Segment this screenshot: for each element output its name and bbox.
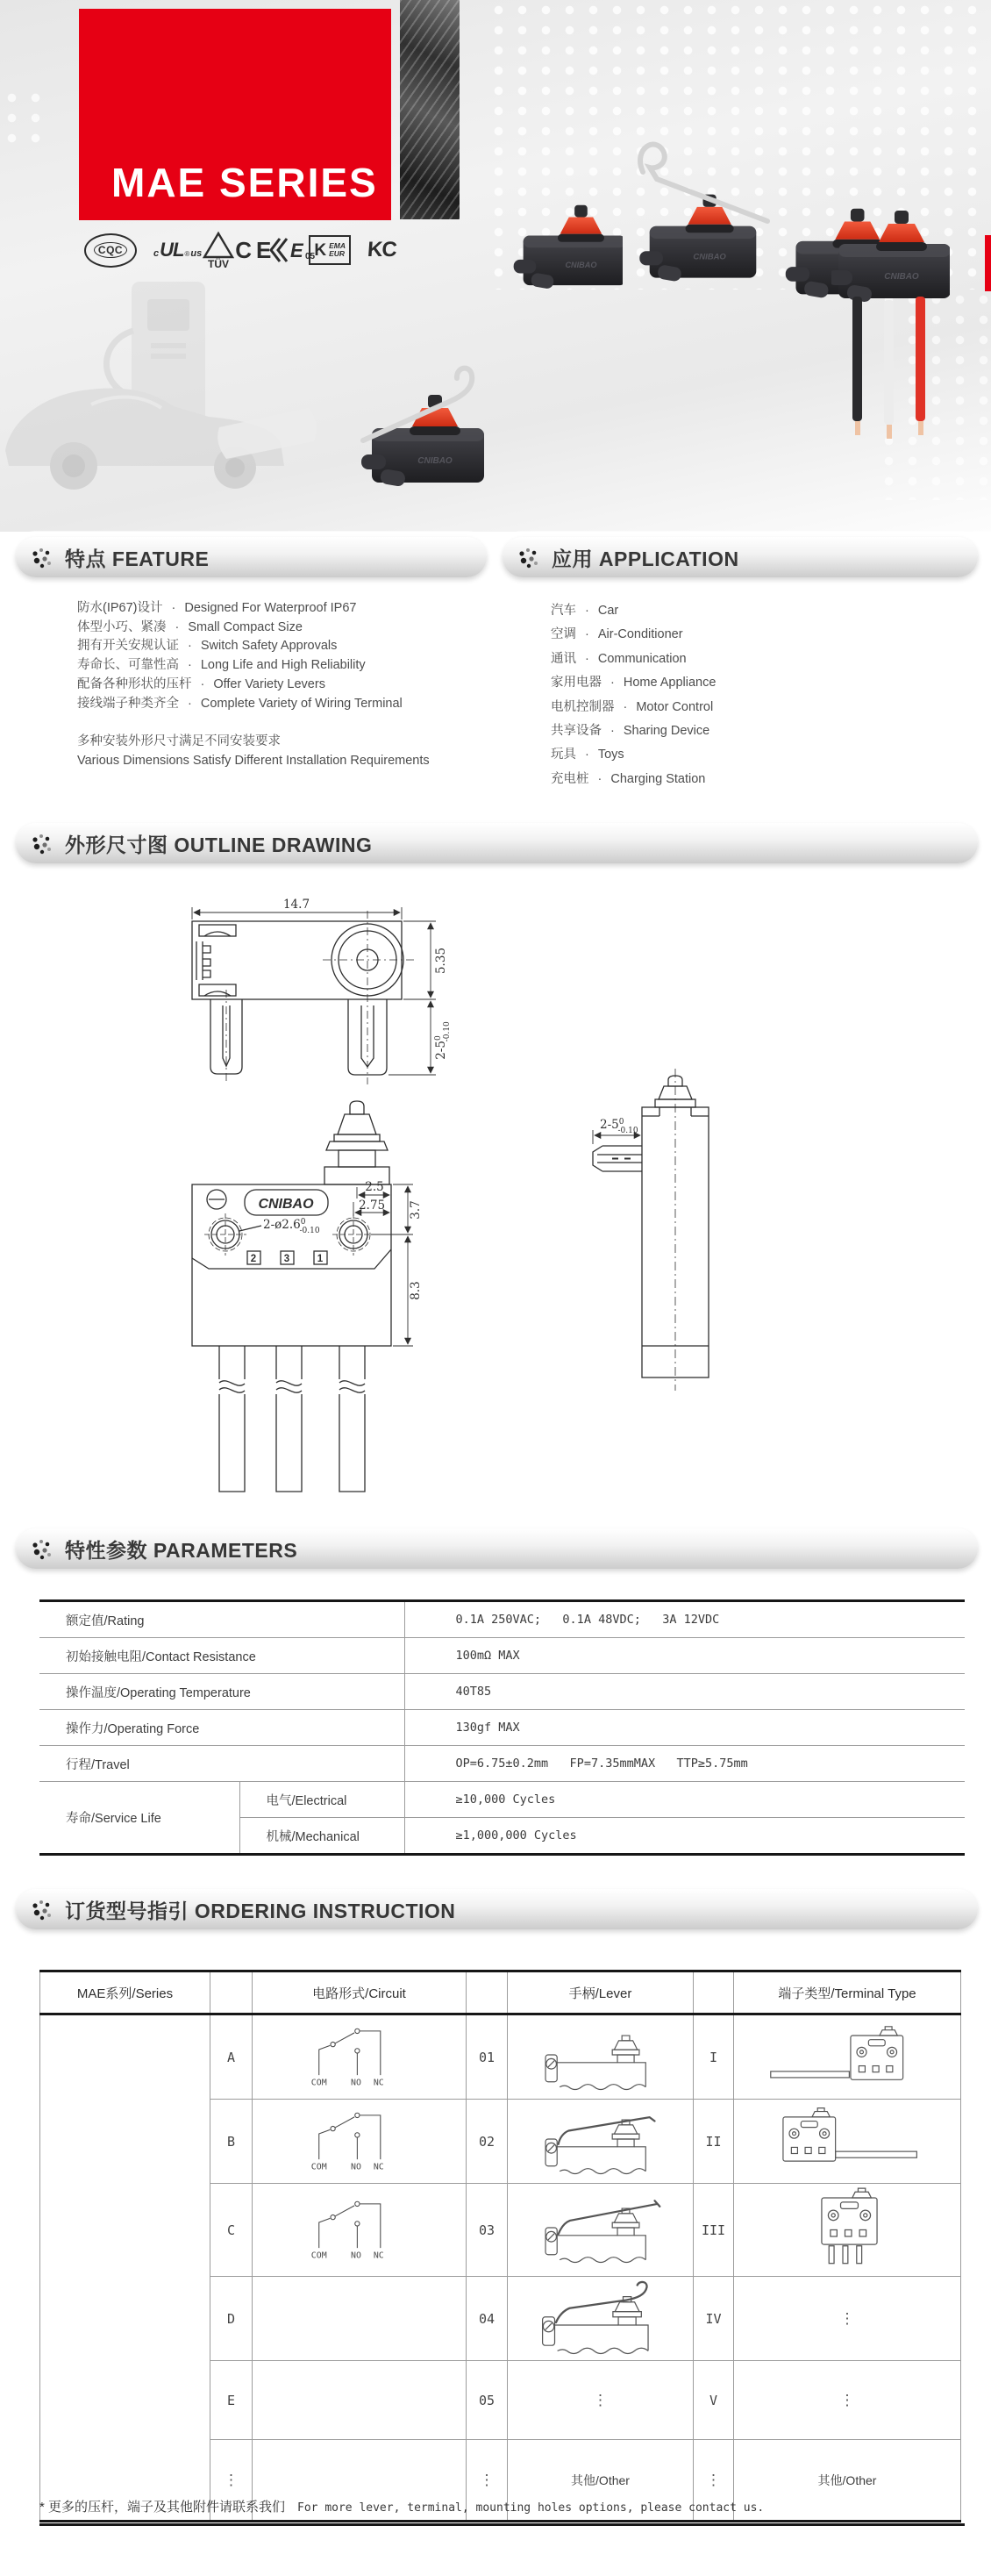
section-dots-icon: [30, 1536, 54, 1561]
cqc-logo: CQC: [84, 233, 137, 268]
svg-text:2: 2: [250, 1254, 257, 1264]
ce-logo: CE: [235, 236, 276, 263]
bottom-rule: [39, 2523, 965, 2526]
spdt-circuit-diagram: [267, 2021, 452, 2089]
feature-item: 体型小巧、紧凑 · Small Compact Size: [77, 619, 303, 634]
circuit-code: E: [210, 2361, 253, 2440]
param-row: 额定值/Rating 0.1A 250VAC; 0.1A 48VDC; 3A 12VDC: [39, 1601, 965, 1638]
param-row-service-electrical: 寿命/Service Life 电气/Electrical ≥10,000 Cycles: [39, 1782, 965, 1818]
kema-keur-logo: K EMA EUR: [309, 235, 351, 265]
red-edge-tab: [985, 235, 991, 291]
top-view: [192, 921, 403, 1075]
feature-note-en: Various Dimensions Satisfy Different Installation Requirements: [77, 753, 430, 768]
section-dots-icon: [30, 831, 54, 855]
other-lever-label: 其他/Other: [508, 2440, 694, 2522]
lever-code: 01: [467, 2014, 508, 2100]
svg-text:2.5: 2.5: [365, 1180, 384, 1194]
svg-text:2-50-0.10: $2-5^0-0.10$: [434, 1021, 452, 1060]
feature-item: 拥有开关安规认证 · Switch Safety Approvals: [77, 639, 338, 654]
more-options-dots: ⋮: [508, 2361, 694, 2440]
feature-item: 防水(IP67)设计 · Designed For Waterproof IP67: [77, 601, 357, 615]
page-title: MAE SERIES: [111, 160, 378, 205]
application-item: 汽车 · Car: [551, 604, 619, 618]
section-dots-icon: [30, 1897, 54, 1921]
parameters-heading: 特性参数 PARAMETERS: [65, 1538, 298, 1562]
application-item: 通讯 · Communication: [551, 651, 687, 666]
outline-heading: 外形尺寸图 OUTLINE DRAWING: [65, 833, 373, 856]
feature-list: [77, 599, 430, 771]
svg-text:05: 05: [305, 252, 316, 261]
top-view-dimensions: [192, 907, 436, 1075]
more-options-dots: ⋮: [694, 2440, 734, 2522]
feature-item: 寿命长、可靠性高 · Long Life and High Reliability: [77, 658, 366, 673]
service-life-label: 寿命/Service Life: [39, 1782, 239, 1855]
lever-03-image: [517, 2192, 684, 2264]
front-view: [192, 1101, 391, 1492]
circuit-cell-empty: [253, 2361, 467, 2440]
feature-heading: 特点 FEATURE: [65, 547, 210, 570]
footnote-en: For more lever, terminal, mounting holes options, please contact us.: [297, 2501, 765, 2515]
svg-text:TÜV: TÜV: [208, 258, 230, 269]
switch-product-wired: [831, 204, 950, 454]
param-row: 初始接触电阻/Contact Resistance 100mΩ MAX: [39, 1638, 965, 1674]
application-item: 共享设备 · Sharing Device: [551, 724, 710, 739]
spdt-circuit-diagram: [267, 2105, 452, 2173]
certification-logos: [84, 225, 396, 275]
switch-product-plunger: [510, 198, 623, 291]
application-heading: 应用 APPLICATION: [552, 547, 739, 570]
svg-text:5.35: 5.35: [434, 947, 448, 975]
param-row-service-mechanical: 机械/Mechanical ≥1,000,000 Cycles: [39, 1818, 965, 1855]
lever-04-hook-image: [517, 2278, 684, 2355]
svg-text:E: E: [290, 240, 304, 261]
kc-logo: KC: [367, 238, 397, 261]
terminal-code: III: [694, 2184, 734, 2277]
svg-text:8.3: 8.3: [409, 1281, 423, 1300]
circuit-code: D: [210, 2277, 253, 2361]
outline-drawing: [0, 886, 991, 1535]
col-series: MAE系列/Series: [40, 1971, 210, 2014]
section-header-feature: [16, 537, 487, 577]
other-terminal-label: 其他/Other: [734, 2440, 961, 2522]
col-code-number: [467, 1971, 508, 2014]
feature-note-zh: 多种安装外形尺寸满足不同安装要求: [77, 734, 281, 749]
section-header-application: [503, 537, 978, 577]
param-row: 操作温度/Operating Temperature 40T85: [39, 1674, 965, 1710]
svg-text:1: 1: [317, 1254, 324, 1264]
col-lever: 手柄/Lever: [508, 1971, 694, 2014]
lever-code: 04: [467, 2277, 508, 2361]
more-options-dots: ⋮: [734, 2361, 961, 2440]
series-title-box: [79, 9, 391, 220]
ordering-footnote: [39, 2497, 965, 2515]
application-item: 充电桩 · Charging Station: [551, 771, 706, 786]
col-code-letter: [210, 1971, 253, 2014]
application-item: 空调 · Air-Conditioner: [551, 627, 683, 642]
terminal-code: V: [694, 2361, 734, 2440]
svg-text:2-50-0.10: $2-5^0$ -0.10: [600, 1118, 638, 1135]
ordering-header-row: [40, 1971, 961, 2014]
more-options-dots: ⋮: [210, 2440, 253, 2522]
lever-code: 05: [467, 2361, 508, 2440]
param-row: 操作力/Operating Force 130gf MAX: [39, 1710, 965, 1746]
hero-banner: [0, 0, 991, 532]
circuit-cell-empty: [253, 2277, 467, 2361]
svg-text:3: 3: [283, 1254, 290, 1264]
lever-code: 03: [467, 2184, 508, 2277]
footnote-zh: * 更多的压杆，端子及其他附件请联系我们: [39, 2500, 286, 2515]
section-dots-icon: [517, 545, 541, 569]
parameters-table: [39, 1599, 965, 1856]
terminal-type-2-image: [743, 2100, 952, 2178]
svg-text:14.7: 14.7: [282, 898, 310, 912]
order-row-a: [40, 2014, 961, 2100]
cnibao-logo: CNIBAO: [258, 1197, 314, 1212]
section-header-ordering: [16, 1889, 978, 1929]
lever-01-image: [517, 2019, 684, 2091]
circuit-code: B: [210, 2100, 253, 2184]
ordering-table: [39, 1970, 961, 2522]
svg-text:3.7: 3.7: [409, 1200, 423, 1220]
switch-product-bent-lever: [617, 128, 790, 291]
dot-pattern: [0, 88, 53, 149]
circuit-code: A: [210, 2014, 253, 2100]
terminal-code: IV: [694, 2277, 734, 2361]
col-code-roman: [694, 1971, 734, 2014]
application-item: 电机控制器 · Motor Control: [551, 699, 714, 714]
more-options-dots: ⋮: [467, 2440, 508, 2522]
feature-item: 配备各种形状的压杆 · Offer Variety Levers: [77, 676, 325, 691]
more-options-dots: ⋮: [734, 2277, 961, 2361]
col-circuit: 电路形式/Circuit: [253, 1971, 467, 2014]
section-header-outline: [16, 823, 978, 863]
terminal-code: II: [694, 2100, 734, 2184]
terminal-type-3-image: [743, 2185, 952, 2271]
param-row: 行程/Travel OP=6.75±0.2mm FP=7.35mmMAX TTP≥5.75mm: [39, 1746, 965, 1782]
svg-text:2.75: 2.75: [358, 1199, 386, 1213]
ordering-heading: 订货型号指引 ORDERING INSTRUCTION: [65, 1899, 456, 1922]
switch-product-hook-lever: [351, 347, 498, 486]
application-list: [551, 599, 716, 791]
lever-code: 02: [467, 2100, 508, 2184]
circuit-code: C: [210, 2184, 253, 2277]
terminal-code: I: [694, 2014, 734, 2100]
col-terminal: 端子类型/Terminal Type: [734, 1971, 961, 2014]
ev-charging-car-image: [0, 276, 326, 506]
feature-item: 接线端子种类齐全 · Complete Variety of Wiring Terminal: [77, 696, 403, 711]
terminal-type-1-image: [743, 2016, 952, 2093]
ul-logo: c UL $_®$ us: [153, 239, 203, 261]
application-item: 玩具 · Toys: [551, 748, 624, 762]
svg-text:2-ø2.60-0.10: $2-ø2.6^0$ -0.10: [263, 1218, 320, 1235]
spdt-circuit-diagram: [267, 2193, 452, 2262]
pcb-photo: [400, 0, 460, 219]
lever-02-image: [517, 2103, 684, 2175]
series-column-cell: [40, 2014, 210, 2522]
section-dots-icon: [30, 545, 54, 569]
application-item: 家用电器 · Home Appliance: [551, 676, 717, 691]
